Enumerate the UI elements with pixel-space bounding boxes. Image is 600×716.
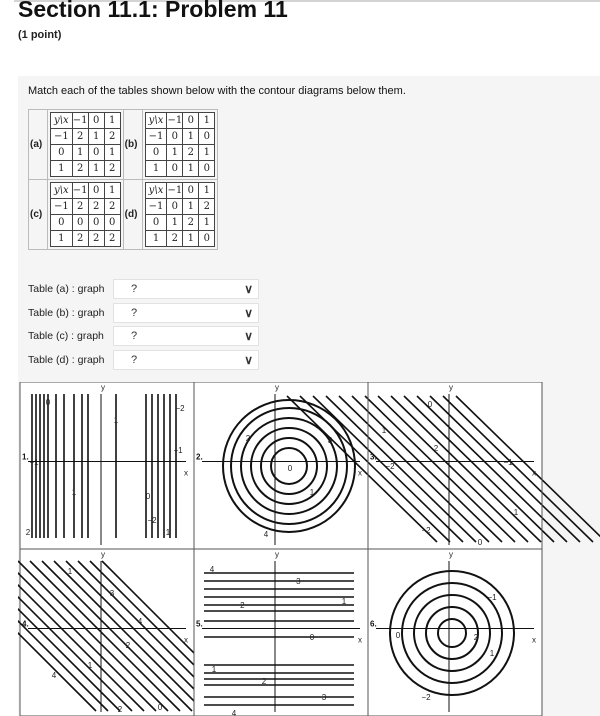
table-cell: 2 xyxy=(88,199,104,215)
contour-label: 0 xyxy=(145,492,151,501)
contour-label: −1 xyxy=(487,593,497,602)
contour-label: 0 xyxy=(309,633,315,642)
x-axis-label: x xyxy=(358,468,362,478)
y-axis-label: y xyxy=(275,550,279,559)
graph-number: 4. xyxy=(22,619,29,629)
contour-label: 1 xyxy=(381,426,387,435)
contour-label: −1 xyxy=(29,458,39,467)
contour-label: −2 xyxy=(421,693,431,702)
contour-label: −2 xyxy=(235,601,245,610)
contour-label: 2 xyxy=(125,641,131,650)
graph-number: 2. xyxy=(196,452,203,462)
table-label: (b) xyxy=(123,110,142,180)
table-cell: 2 xyxy=(72,129,88,145)
x-header: 1 xyxy=(104,183,120,199)
table-cell: 0 xyxy=(88,215,104,231)
contour-label: 2 xyxy=(261,677,267,686)
x-header: 0 xyxy=(88,183,104,199)
contour-label: 4 xyxy=(263,530,269,539)
contour-label: 2 xyxy=(25,528,31,537)
table-cell: 0 xyxy=(199,161,215,177)
select-value: ? xyxy=(131,306,138,319)
table-cell: 2 xyxy=(104,161,120,177)
table-cell: 2 xyxy=(183,215,199,231)
table-label: (a) xyxy=(29,110,48,180)
y-axis-label: y xyxy=(449,383,453,392)
contour-label: 4 xyxy=(209,565,215,574)
table-cell: 1 xyxy=(199,215,215,231)
contour-graphs xyxy=(18,382,600,716)
table-label: (d) xyxy=(123,180,142,250)
contour-label: 0 xyxy=(157,703,163,712)
x-header: −1 xyxy=(167,183,183,199)
contour-label: 1 xyxy=(71,488,77,497)
select-value: ? xyxy=(131,353,138,366)
y-header: 1 xyxy=(51,161,73,177)
contour-label: −1 xyxy=(503,458,513,467)
table-cell: 1 xyxy=(72,145,88,161)
table-cell: 0 xyxy=(199,129,215,145)
value-table xyxy=(50,182,121,247)
points-label: (1 point) xyxy=(18,29,62,41)
y-header: −1 xyxy=(51,129,73,145)
contour-label: 3 xyxy=(327,436,333,445)
tables-grid xyxy=(28,109,218,250)
graph-select-a[interactable] xyxy=(113,279,259,299)
y-header: 1 xyxy=(145,161,167,177)
x-axis-label: x xyxy=(184,468,188,478)
contour-label: 2 xyxy=(245,434,251,443)
graph-number: 1. xyxy=(22,452,29,462)
x-axis-label: x xyxy=(358,635,362,645)
contour-label: 4 xyxy=(51,671,57,680)
chevron-down-icon: ∨ xyxy=(244,329,253,343)
contour-label: 2 xyxy=(433,444,439,453)
answer-label: Table (c) : graph xyxy=(28,330,104,342)
chevron-down-icon: ∨ xyxy=(244,282,253,296)
y-header: −1 xyxy=(51,199,73,215)
y-axis-label: y xyxy=(275,383,279,392)
table-cell: 1 xyxy=(199,145,215,161)
contour-label: 1 xyxy=(341,597,347,606)
contour-label: 0 xyxy=(395,631,401,640)
table-cell: 1 xyxy=(183,231,199,247)
table-cell: 1 xyxy=(88,129,104,145)
x-axis-label: x xyxy=(532,468,536,478)
x-header: 0 xyxy=(88,113,104,129)
table-cell: 1 xyxy=(183,199,199,215)
contour-label: −2 xyxy=(147,516,157,525)
contour-label: 1 xyxy=(489,649,495,658)
table-cell: 1 xyxy=(183,161,199,177)
contour-label: 4 xyxy=(137,617,143,626)
y-header: 0 xyxy=(145,145,167,161)
select-value: ? xyxy=(131,330,138,342)
y-axis-label: y xyxy=(449,550,453,559)
y-header: −1 xyxy=(145,199,167,215)
contour-label: 1 xyxy=(67,567,73,576)
contour-label: 3 xyxy=(321,693,327,702)
answer-label: Table (b) : graph xyxy=(28,306,105,319)
contour-label: 1 xyxy=(211,665,217,674)
graph-select-d[interactable] xyxy=(113,350,259,370)
table-cell: 0 xyxy=(88,145,104,161)
table-cell: 2 xyxy=(199,199,215,215)
graph-frame xyxy=(20,549,194,716)
table-cell: 1 xyxy=(183,129,199,145)
table-cell: 0 xyxy=(199,231,215,247)
table-cell: 2 xyxy=(72,231,88,247)
contour-label: 2 xyxy=(473,633,479,642)
y-header: 0 xyxy=(145,215,167,231)
contour-label: 2 xyxy=(117,705,123,714)
table-cell: 0 xyxy=(167,161,183,177)
y-header: 1 xyxy=(145,231,167,247)
y-header: 1 xyxy=(51,231,73,247)
contour-label: −2 xyxy=(175,404,185,413)
graph-select-b[interactable] xyxy=(113,303,259,323)
y-header: 0 xyxy=(51,145,73,161)
corner-header: y\x xyxy=(51,113,73,129)
graph-select-c[interactable] xyxy=(113,326,259,346)
table-cell: 2 xyxy=(104,231,120,247)
page-title: Section 11.1: Problem 11 xyxy=(18,0,288,22)
x-header: 1 xyxy=(199,113,215,129)
table-label: (c) xyxy=(29,180,48,250)
x-axis-label: x xyxy=(532,635,536,645)
x-header: −1 xyxy=(167,113,183,129)
contour-label: −2 xyxy=(421,526,431,535)
chevron-down-icon: ∨ xyxy=(244,305,253,320)
graph-number: 6. xyxy=(370,619,377,629)
corner-header: y\x xyxy=(145,113,167,129)
x-header: 1 xyxy=(199,183,215,199)
table-cell: 2 xyxy=(72,161,88,177)
contour-label: 1 xyxy=(87,661,93,670)
contour-label: 0 xyxy=(287,464,293,473)
value-table xyxy=(50,112,121,177)
y-axis-label: y xyxy=(101,383,105,392)
contour-graph-2 xyxy=(194,382,368,549)
table-cell: 1 xyxy=(167,145,183,161)
contour-label: 1 xyxy=(165,528,171,537)
contour-label: 1 xyxy=(513,508,519,517)
contour-label: 4 xyxy=(231,709,237,716)
corner-header: y\x xyxy=(51,183,73,199)
table-cell: 2 xyxy=(104,199,120,215)
x-header: 0 xyxy=(183,113,199,129)
table-cell: 2 xyxy=(104,129,120,145)
contour-label: −1 xyxy=(173,446,183,455)
x-header: −1 xyxy=(72,113,88,129)
table-cell: 0 xyxy=(72,215,88,231)
graph-frame xyxy=(194,549,368,716)
value-table xyxy=(145,182,216,247)
y-header: −1 xyxy=(145,129,167,145)
instructions: Match each of the tables shown below with the contour diagrams below them. xyxy=(28,85,406,97)
x-axis-label: x xyxy=(184,635,188,645)
value-table xyxy=(145,112,216,177)
contour-label: 0 xyxy=(477,538,483,547)
contour-label: −3 xyxy=(291,577,301,586)
table-cell: 1 xyxy=(104,145,120,161)
chevron-down-icon: ∨ xyxy=(244,352,253,367)
problem-panel xyxy=(18,76,600,716)
table-cell: 2 xyxy=(88,231,104,247)
table-cell: 1 xyxy=(88,161,104,177)
contour-label: 1 xyxy=(113,416,119,425)
table-cell: 2 xyxy=(183,145,199,161)
contour-graph-5 xyxy=(194,549,368,716)
contour-graph-1 xyxy=(20,382,194,549)
graph-frame xyxy=(368,549,542,716)
table-cell: 2 xyxy=(72,199,88,215)
contour-label: 0 xyxy=(427,400,433,409)
y-axis-label: y xyxy=(101,550,105,559)
x-header: 1 xyxy=(104,113,120,129)
graph-number: 3. xyxy=(370,452,377,462)
graph-number: 5. xyxy=(196,619,203,629)
graph-frame xyxy=(20,382,194,549)
contour-label: 3 xyxy=(109,589,115,598)
x-header: 0 xyxy=(183,183,199,199)
table-cell: 2 xyxy=(167,231,183,247)
corner-header: y\x xyxy=(145,183,167,199)
answer-label: Table (a) : graph xyxy=(28,283,105,295)
contour-label: 1 xyxy=(309,488,315,497)
table-cell: 0 xyxy=(104,215,120,231)
table-cell: 1 xyxy=(167,215,183,231)
y-header: 0 xyxy=(51,215,73,231)
contour-label: −2 xyxy=(385,462,395,471)
x-header: −1 xyxy=(72,183,88,199)
table-cell: 0 xyxy=(167,199,183,215)
answer-label: Table (d) : graph xyxy=(28,353,105,366)
table-cell: 0 xyxy=(167,129,183,145)
select-value: ? xyxy=(131,283,138,295)
contour-graph-6 xyxy=(368,549,542,716)
contour-label: 0 xyxy=(45,398,51,407)
